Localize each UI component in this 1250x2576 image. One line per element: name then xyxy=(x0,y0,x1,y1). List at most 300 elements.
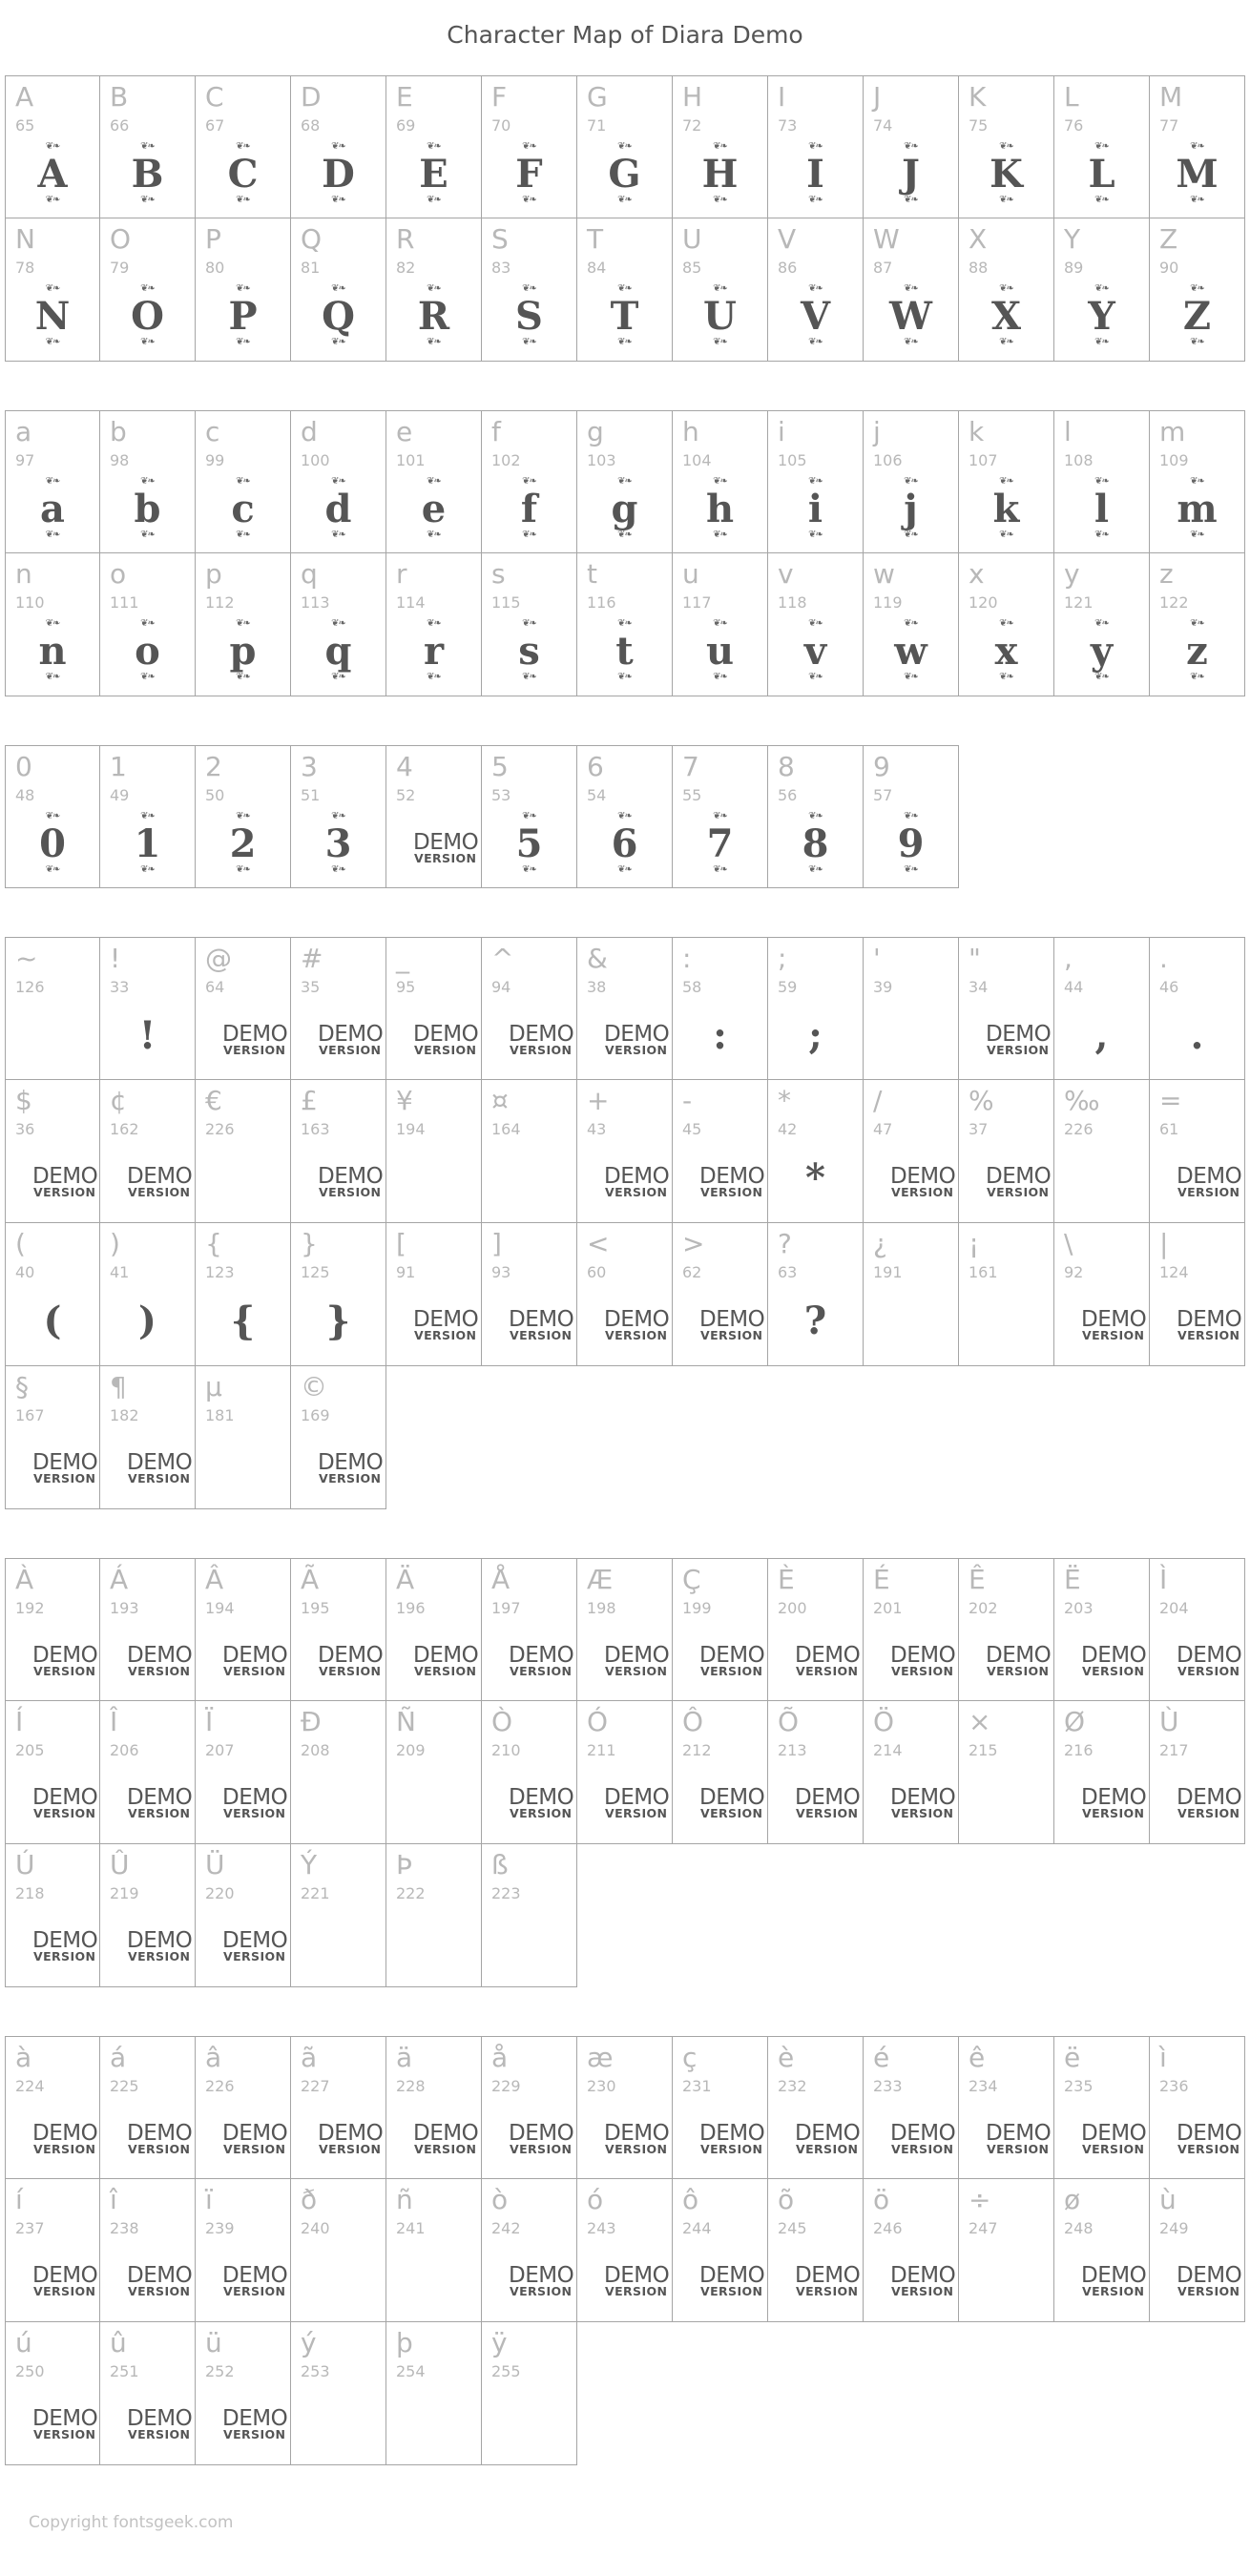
demo-label: DEMO xyxy=(604,1643,670,1668)
version-label: VERSION xyxy=(223,1949,286,1963)
glyph-char: z xyxy=(1186,629,1208,674)
version-label: VERSION xyxy=(414,851,477,865)
flourish-ornament-icon: ❦❧ xyxy=(999,141,1013,152)
char-code: 216 xyxy=(1064,1741,1094,1759)
demo-label: DEMO xyxy=(795,2263,861,2288)
demo-label: DEMO xyxy=(127,1643,193,1668)
glyph-cell xyxy=(196,1558,291,1701)
glyph-cell xyxy=(768,1223,864,1366)
demo-version-mark xyxy=(890,2123,976,2156)
glyph-char: u xyxy=(705,629,735,674)
char-code: 230 xyxy=(587,2077,616,2095)
glyph-cell xyxy=(673,218,768,362)
character-label: r xyxy=(396,558,407,590)
character-label: K xyxy=(969,81,987,113)
demo-label: DEMO xyxy=(890,1643,956,1668)
character-label: ! xyxy=(110,943,121,974)
glyph-char: N xyxy=(34,294,71,339)
char-code: 62 xyxy=(682,1263,702,1281)
glyph-preview xyxy=(1150,476,1244,540)
char-code: 191 xyxy=(873,1263,903,1281)
glyph-cell xyxy=(1054,1080,1150,1223)
version-label: VERSION xyxy=(223,1043,286,1057)
char-code: 36 xyxy=(15,1120,35,1138)
glyph-cell xyxy=(482,410,577,553)
demo-version-mark xyxy=(604,2123,690,2156)
char-code: 58 xyxy=(682,978,702,996)
demo-version-mark xyxy=(699,1166,785,1199)
demo-version-mark xyxy=(222,1645,308,1678)
glyph-preview xyxy=(1150,283,1244,347)
version-label: VERSION xyxy=(987,1185,1050,1199)
demo-version-mark xyxy=(699,1309,785,1342)
char-code: 102 xyxy=(491,451,521,469)
glyph-cell xyxy=(768,2179,864,2322)
glyph-char: 1 xyxy=(134,821,161,866)
version-label: VERSION xyxy=(414,1043,477,1057)
char-code: 112 xyxy=(205,593,235,612)
glyph-cell xyxy=(5,1080,100,1223)
glyph-cell xyxy=(1150,75,1245,218)
flourish-ornament-icon: ❦❧ xyxy=(1190,195,1204,205)
demo-version-mark xyxy=(127,1787,213,1820)
character-label: Z xyxy=(1159,223,1178,255)
glyph-cell xyxy=(1150,410,1245,553)
character-grid xyxy=(5,745,1245,888)
char-code: 110 xyxy=(15,593,45,612)
glyph-cell xyxy=(386,2179,482,2322)
character-label: Õ xyxy=(778,1706,800,1737)
version-label: VERSION xyxy=(891,1664,954,1678)
flourish-ornament-icon: ❦❧ xyxy=(1190,476,1204,487)
glyph-preview xyxy=(482,476,576,540)
version-label: VERSION xyxy=(700,2284,763,2298)
char-code: 103 xyxy=(587,451,616,469)
glyph-preview xyxy=(673,811,767,875)
demo-label: DEMO xyxy=(318,1164,384,1189)
glyph-preview xyxy=(864,283,958,347)
char-code: 237 xyxy=(15,2219,45,2237)
version-label: VERSION xyxy=(700,1185,763,1199)
demo-version-mark xyxy=(1177,1309,1250,1342)
glyph-preview xyxy=(768,283,863,347)
flourish-ornament-icon: ❦❧ xyxy=(808,864,823,875)
glyph-preview xyxy=(577,618,672,682)
demo-label: DEMO xyxy=(986,1164,1052,1189)
character-label: Y xyxy=(1064,223,1081,255)
glyph-char: W xyxy=(889,294,932,339)
char-code: 169 xyxy=(301,1406,330,1424)
character-label: W xyxy=(873,223,900,255)
version-label: VERSION xyxy=(510,1328,573,1342)
demo-label: DEMO xyxy=(1177,1785,1242,1810)
glyph-cell xyxy=(386,2036,482,2179)
flourish-ornament-icon: ❦❧ xyxy=(331,530,345,540)
glyph-cell xyxy=(1150,937,1245,1080)
glyph-char: J xyxy=(902,152,920,197)
char-code: 39 xyxy=(873,978,893,996)
glyph-preview xyxy=(291,283,385,347)
demo-version-mark xyxy=(890,2265,976,2298)
character-label: a xyxy=(15,416,32,447)
glyph-cell xyxy=(5,745,100,888)
demo-label: DEMO xyxy=(604,1022,670,1047)
flourish-ornament-icon: ❦❧ xyxy=(522,811,536,821)
character-label: ¿ xyxy=(873,1228,887,1259)
demo-label: DEMO xyxy=(699,2121,765,2146)
demo-label: DEMO xyxy=(604,1785,670,1810)
char-code: 249 xyxy=(1159,2219,1189,2237)
glyph-cell xyxy=(196,1844,291,1987)
flourish-ornament-icon: ❦❧ xyxy=(1094,476,1109,487)
demo-version-mark xyxy=(222,2265,308,2298)
glyph-char: H xyxy=(701,152,739,197)
char-code: 240 xyxy=(301,2219,330,2237)
character-label: b xyxy=(110,416,127,447)
flourish-ornament-icon: ❦❧ xyxy=(140,141,155,152)
character-label: ã xyxy=(301,2042,318,2073)
flourish-ornament-icon: ❦❧ xyxy=(1190,337,1204,347)
glyph-char: j xyxy=(904,487,918,531)
demo-version-mark xyxy=(1177,1787,1250,1820)
demo-label: DEMO xyxy=(1081,2263,1147,2288)
glyph-cell xyxy=(386,553,482,696)
glyph-cell xyxy=(482,2322,577,2465)
char-code: 161 xyxy=(969,1263,998,1281)
demo-label: DEMO xyxy=(604,2121,670,2146)
flourish-ornament-icon: ❦❧ xyxy=(45,283,60,294)
demo-version-mark xyxy=(604,1787,690,1820)
character-label: s xyxy=(491,558,506,590)
glyph-preview xyxy=(577,283,672,347)
version-label: VERSION xyxy=(987,1043,1050,1057)
character-label: Â xyxy=(205,1564,224,1595)
glyph-preview xyxy=(864,476,958,540)
char-code: 83 xyxy=(491,259,511,277)
glyph-char: : xyxy=(713,1013,727,1058)
punctuation-section xyxy=(5,937,1245,1509)
flourish-ornament-icon: ❦❧ xyxy=(331,864,345,875)
char-code: 217 xyxy=(1159,1741,1189,1759)
char-code: 200 xyxy=(778,1599,807,1617)
demo-label: DEMO xyxy=(222,1643,288,1668)
demo-label: DEMO xyxy=(127,1928,193,1953)
char-code: 65 xyxy=(15,116,35,135)
char-code: 215 xyxy=(969,1741,998,1759)
glyph-preview xyxy=(959,618,1053,682)
character-label: ÿ xyxy=(491,2327,508,2358)
character-label: @ xyxy=(205,943,232,974)
version-label: VERSION xyxy=(796,2284,859,2298)
glyph-cell xyxy=(291,1558,386,1701)
character-label: m xyxy=(1159,416,1186,447)
glyph-cell xyxy=(959,937,1054,1080)
demo-label: DEMO xyxy=(127,2121,193,2146)
char-code: 192 xyxy=(15,1599,45,1617)
glyph-preview xyxy=(6,476,99,540)
glyph-cell xyxy=(768,1558,864,1701)
flourish-ornament-icon: ❦❧ xyxy=(140,283,155,294)
flourish-ornament-icon: ❦❧ xyxy=(617,672,632,682)
glyph-cell xyxy=(386,1080,482,1223)
flourish-ornament-icon: ❦❧ xyxy=(140,530,155,540)
char-code: 214 xyxy=(873,1741,903,1759)
char-code: 77 xyxy=(1159,116,1179,135)
glyph-preview xyxy=(1054,141,1149,205)
version-label: VERSION xyxy=(605,1043,668,1057)
glyph-cell xyxy=(577,1558,673,1701)
flourish-ornament-icon: ❦❧ xyxy=(236,811,250,821)
char-code: 104 xyxy=(682,451,712,469)
glyph-cell xyxy=(386,1223,482,1366)
demo-version-mark xyxy=(890,1645,976,1678)
character-label: Ù xyxy=(1159,1706,1179,1737)
char-code: 242 xyxy=(491,2219,521,2237)
character-label: § xyxy=(15,1371,29,1402)
glyph-cell xyxy=(864,410,959,553)
glyph-char: P xyxy=(228,294,258,339)
demo-version-mark xyxy=(699,1787,785,1820)
glyph-cell xyxy=(1054,2036,1150,2179)
demo-version-mark xyxy=(222,1024,308,1057)
glyph-cell xyxy=(100,75,196,218)
demo-version-mark xyxy=(32,1645,118,1678)
glyph-char: R xyxy=(417,294,450,339)
glyph-char: d xyxy=(324,487,352,531)
glyph-preview xyxy=(386,141,481,205)
character-label: ¶ xyxy=(110,1371,127,1402)
demo-version-mark xyxy=(1081,1309,1167,1342)
glyph-char: O xyxy=(131,294,164,339)
character-label: ( xyxy=(15,1228,26,1259)
flourish-ornament-icon: ❦❧ xyxy=(522,476,536,487)
glyph-cell xyxy=(5,410,100,553)
glyph-cell xyxy=(5,1223,100,1366)
glyph-cell xyxy=(577,1080,673,1223)
demo-version-mark xyxy=(318,1645,404,1678)
version-label: VERSION xyxy=(510,2284,573,2298)
demo-label: DEMO xyxy=(509,1307,574,1332)
version-label: VERSION xyxy=(33,1806,96,1820)
character-label: q xyxy=(301,558,318,590)
glyph-preview xyxy=(577,476,672,540)
character-label: © xyxy=(301,1371,327,1402)
glyph-cell xyxy=(864,1223,959,1366)
char-code: 162 xyxy=(110,1120,139,1138)
demo-version-mark xyxy=(604,1309,690,1342)
character-label: 0 xyxy=(15,751,32,782)
character-label: Ö xyxy=(873,1706,895,1737)
character-grid xyxy=(5,1558,1245,1987)
flourish-ornament-icon: ❦❧ xyxy=(617,811,632,821)
char-code: 224 xyxy=(15,2077,45,2095)
character-label: þ xyxy=(396,2327,413,2358)
char-code: 235 xyxy=(1064,2077,1094,2095)
glyph-cell xyxy=(100,745,196,888)
demo-version-mark xyxy=(986,2123,1072,2156)
glyph-cell xyxy=(5,75,100,218)
char-code: 60 xyxy=(587,1263,607,1281)
char-code: 182 xyxy=(110,1406,139,1424)
glyph-char: w xyxy=(894,629,927,674)
demo-version-mark xyxy=(795,1645,881,1678)
character-label: t xyxy=(587,558,597,590)
character-label: L xyxy=(1064,81,1079,113)
demo-version-mark xyxy=(127,1645,213,1678)
character-grid xyxy=(5,937,1245,1509)
glyph-cell xyxy=(482,1223,577,1366)
glyph-cell xyxy=(768,937,864,1080)
flourish-ornament-icon: ❦❧ xyxy=(427,141,441,152)
glyph-cell xyxy=(196,2179,291,2322)
demo-label: DEMO xyxy=(986,2121,1052,2146)
version-label: VERSION xyxy=(987,2142,1050,2156)
flourish-ornament-icon: ❦❧ xyxy=(713,864,727,875)
flourish-ornament-icon: ❦❧ xyxy=(236,141,250,152)
char-code: 117 xyxy=(682,593,712,612)
demo-label: DEMO xyxy=(32,2263,98,2288)
glyph-cell xyxy=(768,2036,864,2179)
version-label: VERSION xyxy=(987,1664,1050,1678)
char-code: 42 xyxy=(778,1120,798,1138)
version-label: VERSION xyxy=(128,2427,191,2441)
glyph-cell xyxy=(196,1366,291,1509)
demo-label: DEMO xyxy=(890,1785,956,1810)
flourish-ornament-icon: ❦❧ xyxy=(713,476,727,487)
char-code: 78 xyxy=(15,259,35,277)
version-label: VERSION xyxy=(605,2142,668,2156)
glyph-cell xyxy=(1150,218,1245,362)
glyph-cell xyxy=(959,1558,1054,1701)
char-code: 57 xyxy=(873,786,893,804)
glyph-cell xyxy=(100,1701,196,1844)
character-label: * xyxy=(778,1085,791,1116)
glyph-cell xyxy=(577,218,673,362)
glyph-cell xyxy=(577,410,673,553)
character-label: x xyxy=(969,558,985,590)
flourish-ornament-icon: ❦❧ xyxy=(808,530,823,540)
char-code: 116 xyxy=(587,593,616,612)
glyph-preview xyxy=(6,141,99,205)
glyph-cell xyxy=(482,75,577,218)
character-label: y xyxy=(1064,558,1080,590)
char-code: 220 xyxy=(205,1884,235,1902)
char-code: 85 xyxy=(682,259,702,277)
demo-version-mark xyxy=(32,2408,118,2441)
version-label: VERSION xyxy=(223,2284,286,2298)
demo-version-mark xyxy=(127,1166,213,1199)
character-label: X xyxy=(969,223,988,255)
flourish-ornament-icon: ❦❧ xyxy=(140,476,155,487)
glyph-cell xyxy=(100,2322,196,2465)
glyph-cell xyxy=(864,2036,959,2179)
flourish-ornament-icon: ❦❧ xyxy=(45,141,60,152)
char-code: 251 xyxy=(110,2362,139,2380)
glyph-char: , xyxy=(1094,1013,1109,1058)
char-code: 244 xyxy=(682,2219,712,2237)
demo-label: DEMO xyxy=(1081,1307,1147,1332)
character-label: ï xyxy=(205,2184,213,2215)
glyph-cell xyxy=(291,1080,386,1223)
char-code: 194 xyxy=(205,1599,235,1617)
char-code: 228 xyxy=(396,2077,426,2095)
glyph-cell xyxy=(768,745,864,888)
glyph-char: n xyxy=(38,629,67,674)
glyph-char: o xyxy=(135,629,160,674)
char-code: 119 xyxy=(873,593,903,612)
flourish-ornament-icon: ❦❧ xyxy=(617,283,632,294)
character-label: õ xyxy=(778,2184,795,2215)
glyph-cell xyxy=(196,75,291,218)
glyph-char: b xyxy=(134,487,161,531)
char-code: 45 xyxy=(682,1120,702,1138)
char-code: 122 xyxy=(1159,593,1189,612)
version-label: VERSION xyxy=(128,1664,191,1678)
glyph-cell xyxy=(577,2179,673,2322)
character-label: ê xyxy=(969,2042,986,2073)
glyph-preview xyxy=(196,1292,290,1351)
flourish-ornament-icon: ❦❧ xyxy=(713,530,727,540)
flourish-ornament-icon: ❦❧ xyxy=(45,530,60,540)
demo-version-mark xyxy=(1177,2123,1250,2156)
char-code: 211 xyxy=(587,1741,616,1759)
demo-version-mark xyxy=(795,1787,881,1820)
glyph-preview xyxy=(196,476,290,540)
flourish-ornament-icon: ❦❧ xyxy=(808,811,823,821)
character-label: o xyxy=(110,558,127,590)
glyph-char: F xyxy=(515,152,543,197)
demo-version-mark xyxy=(318,1166,404,1199)
character-label: £ xyxy=(301,1085,318,1116)
glyph-cell xyxy=(100,553,196,696)
character-label: + xyxy=(587,1085,610,1116)
char-code: 221 xyxy=(301,1884,330,1902)
character-label: í xyxy=(15,2184,23,2215)
demo-version-mark xyxy=(509,1024,594,1057)
flourish-ornament-icon: ❦❧ xyxy=(427,672,441,682)
demo-label: DEMO xyxy=(127,1164,193,1189)
char-code: 51 xyxy=(301,786,321,804)
character-label: n xyxy=(15,558,32,590)
char-code: 121 xyxy=(1064,593,1094,612)
glyph-cell xyxy=(5,2322,100,2465)
char-code: 100 xyxy=(301,451,330,469)
glyph-preview xyxy=(482,618,576,682)
glyph-cell xyxy=(577,745,673,888)
version-label: VERSION xyxy=(510,1043,573,1057)
demo-version-mark xyxy=(127,1452,213,1485)
version-label: VERSION xyxy=(891,1185,954,1199)
character-label: á xyxy=(110,2042,127,2073)
glyph-preview xyxy=(196,141,290,205)
glyph-preview xyxy=(1150,141,1244,205)
demo-label: DEMO xyxy=(986,1643,1052,1668)
flourish-ornament-icon: ❦❧ xyxy=(904,283,918,294)
char-code: 197 xyxy=(491,1599,521,1617)
flourish-ornament-icon: ❦❧ xyxy=(522,283,536,294)
version-label: VERSION xyxy=(223,1664,286,1678)
flourish-ornament-icon: ❦❧ xyxy=(522,141,536,152)
glyph-preview xyxy=(1054,283,1149,347)
char-code: 195 xyxy=(301,1599,330,1617)
version-label: VERSION xyxy=(510,1664,573,1678)
character-label: ý xyxy=(301,2327,317,2358)
character-label: È xyxy=(778,1564,795,1595)
character-label: z xyxy=(1159,558,1174,590)
demo-version-mark xyxy=(890,1166,976,1199)
glyph-char: p xyxy=(229,629,257,674)
version-label: VERSION xyxy=(223,2427,286,2441)
